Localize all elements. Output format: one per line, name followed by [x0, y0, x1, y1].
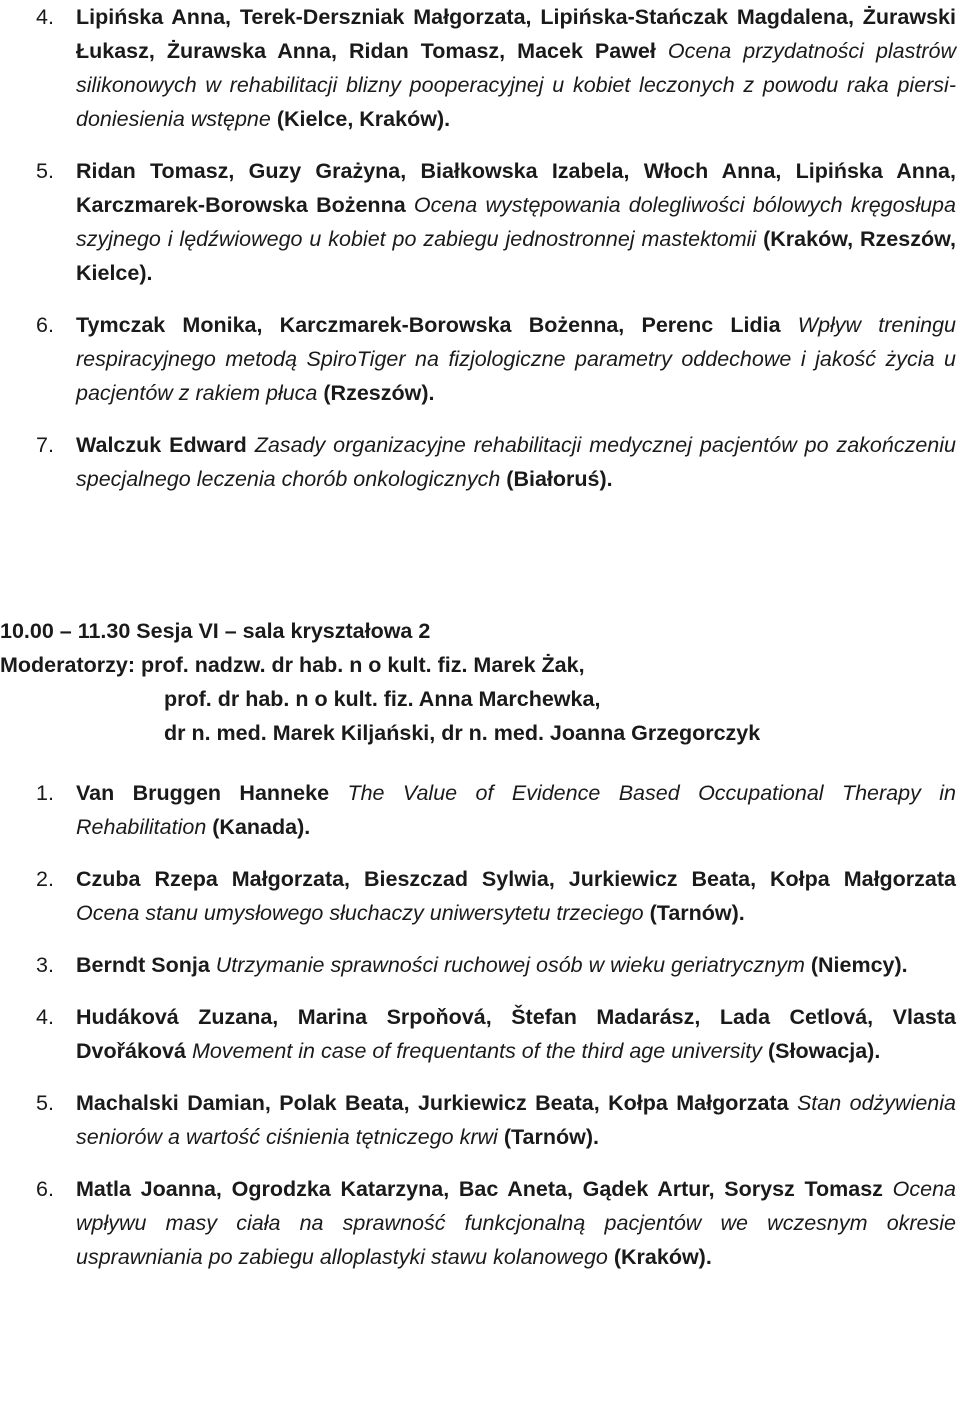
item-location: (Kraków, Rzeszów, Kielce). — [76, 227, 956, 285]
item-authors: Berndt Sonja — [76, 953, 210, 977]
item-number: 5. — [36, 159, 54, 183]
item-number: 4. — [36, 1005, 54, 1029]
list-item — [0, 308, 960, 410]
item-authors: Walczuk Edward — [76, 433, 247, 457]
item-title: The Value of Evidence Based Occupational Therapy in Rehabilitation — [76, 781, 956, 839]
list-item — [0, 948, 960, 982]
item-location: (Słowacja). — [768, 1039, 881, 1063]
item-location: (Białoruś). — [506, 467, 613, 491]
moderators-label: Moderatorzy: — [0, 653, 135, 677]
item-title: Utrzymanie sprawności ruchowej osób w wieku geriatrycznym — [215, 953, 805, 977]
list-item — [0, 428, 960, 496]
item-location: (Tarnów). — [503, 1125, 599, 1149]
list-item — [0, 1086, 960, 1154]
item-title: Zasady organizacyjne rehabilitacji medycznej pacjentów po zakończeniu specjalnego leczenia chorób onkologicznych — [76, 433, 956, 491]
session-header — [0, 614, 960, 750]
item-number: 2. — [36, 867, 54, 891]
moderator-name: prof. dr hab. n o kult. fiz. Anna Marchewka, — [164, 687, 601, 711]
presentation-list-session-vi — [0, 776, 960, 1292]
moderator-name: dr n. med. Marek Kiljański, dr n. med. Joanna Grzegorczyk — [164, 721, 761, 745]
item-authors: Czuba Rzepa Małgorzata, Bieszczad Sylwia, Jurkiewicz Beata, Kołpa Małgorzata — [76, 867, 956, 891]
item-location: (Kraków). — [613, 1245, 712, 1269]
moderators-line — [0, 648, 960, 682]
item-number: 3. — [36, 953, 54, 977]
list-item — [0, 862, 960, 930]
item-title: Stan odżywienia seniorów a wartość ciśnienia tętniczego krwi — [76, 1091, 956, 1149]
item-number: 5. — [36, 1091, 54, 1115]
item-number: 6. — [36, 313, 54, 337]
list-item — [0, 776, 960, 844]
session-title: 10.00 – 11.30 Sesja VI – sala kryształowa 2 — [0, 619, 431, 643]
item-authors: Tymczak Monika, Karczmarek-Borowska Bożenna, Perenc Lidia — [76, 313, 781, 337]
list-item — [0, 1172, 960, 1274]
item-number: 1. — [36, 781, 54, 805]
list-item — [0, 154, 960, 290]
list-item — [0, 1000, 960, 1068]
item-number: 4. — [36, 5, 54, 29]
item-location: (Kanada). — [212, 815, 311, 839]
item-title: Wpływ treningu respiracyjnego metodą SpiroTiger na fizjologiczne parametry oddechowe i jakość życia u pacjentów z rakiem płuca — [76, 313, 956, 405]
item-title: Ocena przydatności plastrów silikonowych w rehabilitacji blizny pooperacyjnej u kobiet leczonych z powodu raka piersi-doniesienia wstępne — [76, 39, 957, 131]
item-title: Movement in case of frequentants of the third age university — [191, 1039, 763, 1063]
item-authors: Matla Joanna, Ogrodzka Katarzyna, Bac Aneta, Gądek Artur, Sorysz Tomasz — [76, 1177, 883, 1201]
item-location: (Rzeszów). — [323, 381, 435, 405]
item-number: 7. — [36, 433, 54, 457]
item-authors: Ridan Tomasz, Guzy Grażyna, Białkowska Izabela, Włoch Anna, Lipińska Anna, Karczmarek-Borowska Bożenna — [76, 159, 956, 217]
item-authors: Hudáková Zuzana, Marina Srpoňová, Štefan Madarász, Lada Cetlová, Vlasta Dvořáková — [76, 1005, 956, 1063]
item-title: Ocena wpływu masy ciała na sprawność funkcjonalną pacjentów we wczesnym okresie usprawniania po zabiegu alloplastyki stawu kolanowego — [76, 1177, 956, 1269]
item-title: Ocena stanu umysłowego słuchaczy uniwersytetu trzeciego — [76, 901, 644, 925]
list-item — [0, 0, 960, 136]
moderator-name: prof. nadzw. dr hab. n o kult. fiz. Marek Żak, — [140, 653, 585, 677]
item-number: 6. — [36, 1177, 54, 1201]
item-authors: Machalski Damian, Polak Beata, Jurkiewicz Beata, Kołpa Małgorzata — [76, 1091, 789, 1115]
item-location: (Tarnów). — [649, 901, 745, 925]
item-title: Ocena występowania dolegliwości bólowych kręgosłupa szyjnego i lędźwiowego u kobiet po zabiegu jednostronnej mastektomii — [76, 193, 956, 251]
presentation-list-session-v — [0, 0, 960, 514]
item-authors: Lipińska Anna, Terek-Derszniak Małgorzata, Lipińska-Stańczak Magdalena, Żurawski Łukasz, Żurawska Anna, Ridan Tomasz, Macek Paweł — [76, 5, 956, 63]
item-authors: Van Bruggen Hanneke — [76, 781, 330, 805]
item-location: (Kielce, Kraków). — [276, 107, 451, 131]
item-location: (Niemcy). — [810, 953, 908, 977]
